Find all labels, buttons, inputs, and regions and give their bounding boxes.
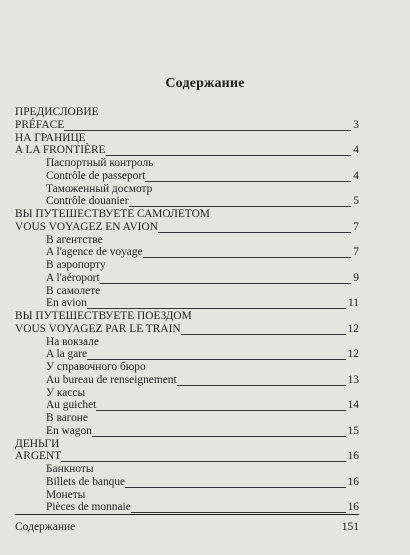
toc-label: Contrôle douanier <box>46 195 129 208</box>
toc-section <box>15 438 359 451</box>
toc-entry <box>46 399 359 412</box>
toc-label: ARGENT <box>15 450 62 463</box>
toc-entry <box>46 425 359 438</box>
footer-rule <box>15 514 359 515</box>
toc-entry <box>46 336 359 349</box>
toc-page-number: 12 <box>347 348 359 361</box>
toc-label: En avion <box>46 297 87 310</box>
toc-label: У кассы <box>46 386 86 399</box>
toc-page-number: 3 <box>353 118 359 131</box>
toc-page-number: 7 <box>353 246 359 259</box>
toc-entry <box>46 476 359 489</box>
toc-entry <box>46 195 359 208</box>
toc-label: En wagon <box>46 424 92 437</box>
toc-entry <box>46 374 359 387</box>
page-title: Содержание <box>165 76 245 91</box>
toc-entry <box>46 489 359 502</box>
toc-page-number: 16 <box>347 475 359 488</box>
toc-page-number: 5 <box>353 195 359 208</box>
toc-entry <box>46 285 359 298</box>
toc-label: Таможенный досмотр <box>46 182 153 195</box>
toc-label: Au bureau de renseignement <box>46 373 177 386</box>
toc-page-number: 4 <box>353 169 359 182</box>
toc-label: A l'agence de voyage <box>46 246 143 259</box>
toc-label: В вагоне <box>46 412 88 424</box>
toc-entry <box>46 387 359 400</box>
toc-section <box>15 132 359 145</box>
toc-page-number: 7 <box>353 220 359 233</box>
toc-entry <box>46 170 359 183</box>
toc-section <box>15 310 359 323</box>
toc-page-number: 12 <box>347 322 359 335</box>
toc-label: ВЫ ПУТЕШЕСТВУЕТЕ ПОЕЗДОМ <box>15 310 192 322</box>
toc-entry <box>46 259 359 272</box>
toc-label: Billets de banque <box>46 475 126 488</box>
toc-label: В самолете <box>46 284 101 297</box>
toc-label: Монеты <box>46 488 86 501</box>
toc-label: ДЕНЬГИ <box>15 437 60 450</box>
toc-label: ВЫ ПУТЕШЕСТВУЕТЕ САМОЛЕТОМ <box>15 208 210 220</box>
toc-page-number: 14 <box>347 399 359 412</box>
toc-label: A l'aéroport <box>46 271 100 284</box>
toc-section <box>15 106 359 119</box>
toc-section <box>15 208 359 221</box>
toc-page-number: 11 <box>348 297 359 310</box>
toc-page-number: 16 <box>347 450 359 463</box>
toc-label: Pièces de monnaie <box>46 501 131 514</box>
toc-label: A LA FRONTIÈRE <box>15 144 106 157</box>
toc-label: НА ГРАНИЦЕ <box>15 131 86 144</box>
toc-label: ПРЕДИСЛОВИЕ <box>15 106 99 118</box>
toc-label: У справочного бюро <box>46 361 146 373</box>
toc-page-number: 15 <box>347 424 359 437</box>
toc-label: Банкноты <box>46 463 94 475</box>
toc-entry <box>46 272 359 285</box>
toc-page-number: 4 <box>353 144 359 157</box>
toc-section <box>15 119 359 132</box>
toc-label: VOUS VOYAGEZ EN AVION <box>15 220 158 233</box>
toc-entry <box>46 246 359 259</box>
toc-section <box>15 144 359 157</box>
toc-entry <box>46 234 359 247</box>
toc-page-number: 9 <box>353 271 359 284</box>
toc-entry <box>46 501 359 514</box>
toc-label: A la gare <box>46 348 88 361</box>
toc-page-number: 13 <box>347 373 359 386</box>
toc-section <box>15 221 359 234</box>
toc-entry <box>46 463 359 476</box>
toc-label: В агентстве <box>46 233 103 246</box>
toc-label: В аэропорту <box>46 259 106 271</box>
toc-label: На вокзале <box>46 335 99 348</box>
page-footer <box>15 521 359 533</box>
page-number: 151 <box>341 521 359 533</box>
toc-entry <box>46 157 359 170</box>
toc-entry <box>46 412 359 425</box>
toc-label: VOUS VOYAGEZ PAR LE TRAIN <box>15 322 181 335</box>
toc-section <box>15 450 359 463</box>
toc-entry <box>46 361 359 374</box>
running-footer-label: Содержание <box>15 521 76 533</box>
toc-section <box>15 323 359 336</box>
toc-entry <box>46 348 359 361</box>
toc-entry <box>46 297 359 310</box>
toc-label: Au guichet <box>46 399 97 412</box>
toc-page-number: 16 <box>347 501 359 514</box>
toc-label: PRÉFACE <box>15 118 65 131</box>
toc-label: Паспортный контроль <box>46 157 154 169</box>
toc-label: Contrôle de passeport <box>46 169 146 182</box>
toc-entry <box>46 183 359 196</box>
